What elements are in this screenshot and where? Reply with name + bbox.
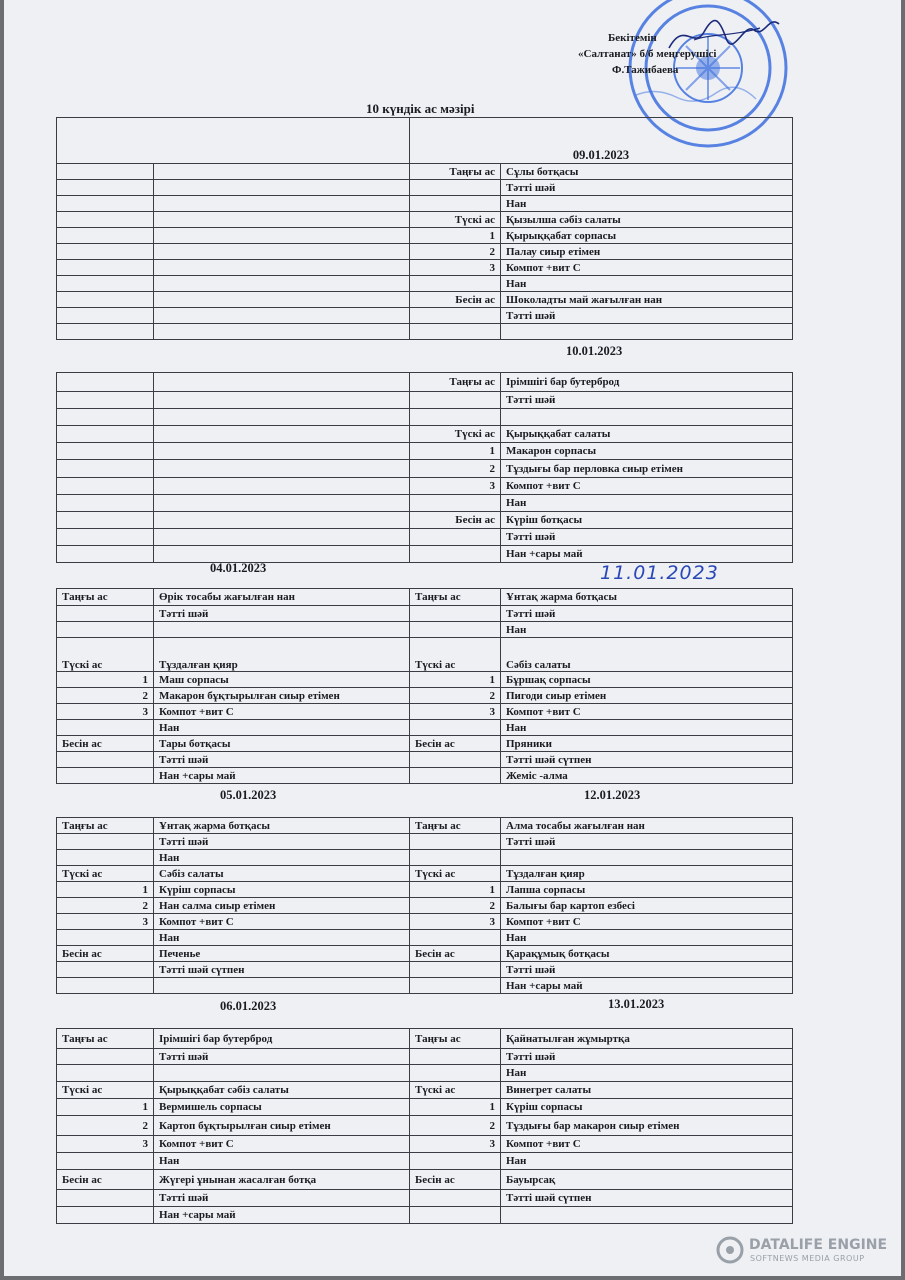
empty-cell: [154, 443, 410, 460]
empty-cell: [57, 373, 154, 392]
meal-label: [57, 752, 154, 768]
meal-label: Бесін ас: [410, 1170, 501, 1190]
dish-name: Күріш сорпасы: [154, 882, 410, 898]
meal-label: Бесін ас: [410, 512, 501, 529]
dish-name: Макарон сорпасы: [501, 443, 793, 460]
course-number: 2: [57, 688, 154, 704]
empty-cell: [57, 426, 154, 443]
approval-line-2: «Салтанат» б/б меңгерушісі: [578, 48, 717, 60]
table-row: [57, 834, 793, 850]
empty-cell: [57, 443, 154, 460]
meal-label: [410, 1065, 501, 1082]
date-05-01: 05.01.2023: [220, 788, 277, 802]
datalife-logo-icon: [716, 1236, 744, 1264]
table-row: [57, 978, 793, 994]
empty-cell: [154, 324, 410, 340]
dish-name: Тәтті шәй: [154, 752, 410, 768]
empty-cell: [57, 478, 154, 495]
table-row: [57, 244, 793, 260]
empty-cell: [154, 373, 410, 392]
dish-name: Тәтті шәй: [154, 1049, 410, 1065]
meal-label: Түскі ас: [57, 1082, 154, 1099]
course-number: 1: [410, 672, 501, 688]
meal-label: [410, 622, 501, 638]
table-row: [57, 606, 793, 622]
table-row: [57, 373, 793, 392]
dish-name: Тәтті шәй: [501, 180, 793, 196]
meal-label: Бесін ас: [410, 292, 501, 308]
dish-name: Өрік тосабы жағылған нан: [154, 589, 410, 606]
course-number: 3: [410, 260, 501, 276]
meal-label: [410, 529, 501, 546]
dish-name: Тары ботқасы: [154, 736, 410, 752]
table-row: [57, 898, 793, 914]
dish-name: Компот +вит С: [154, 704, 410, 720]
dish-name: [501, 850, 793, 866]
meal-label: Түскі ас: [57, 638, 154, 672]
empty-cell: [154, 260, 410, 276]
meal-label: Түскі ас: [410, 1082, 501, 1099]
empty-cell: [154, 196, 410, 212]
empty-cell: [57, 460, 154, 478]
meal-label: [410, 768, 501, 784]
course-number: 1: [410, 1099, 501, 1116]
dish-name: Тәтті шәй: [154, 1190, 410, 1207]
course-number: 2: [410, 1116, 501, 1136]
dish-name: Компот +вит С: [501, 478, 793, 495]
dish-name: Бауырсақ: [501, 1170, 793, 1190]
dish-name: Картоп бұқтырылған сиыр етімен: [154, 1116, 410, 1136]
table-row: [57, 1190, 793, 1207]
meal-label: [410, 1207, 501, 1224]
empty-cell: [57, 276, 154, 292]
table-row: [57, 1136, 793, 1153]
table-row: [57, 324, 793, 340]
table-row: [57, 1049, 793, 1065]
dish-name: Ұнтақ жарма ботқасы: [501, 589, 793, 606]
table-row: [57, 1116, 793, 1136]
meal-label: Таңғы ас: [410, 589, 501, 606]
meal-label: [410, 409, 501, 426]
dish-name: Тұздығы бар макарон сиыр етімен: [501, 1116, 793, 1136]
empty-cell: [57, 180, 154, 196]
approval-line-3: Ф.Тажибаева: [612, 64, 679, 76]
meal-label: [57, 930, 154, 946]
empty-cell: [57, 260, 154, 276]
dish-name: Нан: [154, 930, 410, 946]
course-number: 1: [410, 228, 501, 244]
course-number: 2: [410, 898, 501, 914]
watermark-title: DATALIFE ENGINE: [749, 1237, 888, 1253]
dish-name: Компот +вит С: [501, 704, 793, 720]
date-13-01: 13.01.2023: [608, 997, 665, 1011]
dish-name: Компот +вит С: [501, 914, 793, 930]
table-row: [57, 426, 793, 443]
meal-label: Түскі ас: [410, 426, 501, 443]
course-number: 1: [57, 672, 154, 688]
empty-cell: [154, 308, 410, 324]
empty-cell: [154, 495, 410, 512]
dish-name: Қызылша сәбіз салаты: [501, 212, 793, 228]
dish-name: Нан: [501, 276, 793, 292]
dish-name: Тәтті шәй: [154, 834, 410, 850]
dish-name: Тәтті шәй: [154, 606, 410, 622]
meal-label: [410, 834, 501, 850]
empty-cell: [57, 529, 154, 546]
empty-cell: [57, 212, 154, 228]
meal-label: [57, 1065, 154, 1082]
dish-name: [154, 1065, 410, 1082]
meal-label: Бесін ас: [57, 736, 154, 752]
dish-name: Қайнатылған жұмыртқа: [501, 1029, 793, 1049]
empty-cell: [154, 409, 410, 426]
table-row: [57, 196, 793, 212]
course-number: 3: [410, 704, 501, 720]
menu-table-09-01: [56, 117, 793, 340]
dish-name: Нан: [501, 196, 793, 212]
table-row: [57, 914, 793, 930]
table-row: [57, 1099, 793, 1116]
menu-table-06-01-and-13-01: [56, 1028, 793, 1224]
dish-name: Печенье: [154, 946, 410, 962]
table-row: [57, 512, 793, 529]
dish-name: Нан +сары май: [154, 768, 410, 784]
table-row: [57, 495, 793, 512]
meal-label: [410, 1153, 501, 1170]
meal-label: [410, 180, 501, 196]
dish-name: Нан: [501, 1065, 793, 1082]
dish-name: Балығы бар картоп езбесі: [501, 898, 793, 914]
course-number: 2: [410, 460, 501, 478]
menu-table-05-01-and-12-01: [56, 817, 793, 994]
table-row: [57, 443, 793, 460]
empty-cell: [57, 546, 154, 563]
watermark-subtitle: SOFTNEWS MEDIA GROUP: [750, 1254, 865, 1263]
dish-name: Компот +вит С: [154, 1136, 410, 1153]
course-number: 3: [57, 1136, 154, 1153]
course-number: 2: [57, 1116, 154, 1136]
table-row: [57, 672, 793, 688]
dish-name: Сәбіз салаты: [501, 638, 793, 672]
empty-cell: [57, 409, 154, 426]
dish-name: Тәтті шәй сүтпен: [501, 752, 793, 768]
table-row: [57, 1029, 793, 1049]
meal-label: Таңғы ас: [410, 373, 501, 392]
table-row: [57, 308, 793, 324]
meal-label: [57, 850, 154, 866]
dish-name: Ірімшігі бар бутерброд: [154, 1029, 410, 1049]
meal-label: Бесін ас: [410, 946, 501, 962]
table-row: [57, 720, 793, 736]
dish-name: Компот +вит С: [501, 1136, 793, 1153]
empty-cell: [57, 244, 154, 260]
date-04-01: 04.01.2023: [210, 561, 267, 575]
course-number: 3: [57, 914, 154, 930]
meal-label: [410, 1049, 501, 1065]
table-row: [57, 1065, 793, 1082]
meal-label: [57, 1049, 154, 1065]
meal-label: [57, 962, 154, 978]
dish-name: Нан: [154, 1153, 410, 1170]
course-number: 3: [57, 704, 154, 720]
empty-cell: [57, 512, 154, 529]
meal-label: [410, 930, 501, 946]
table-row: [57, 529, 793, 546]
dish-name: Нан +сары май: [501, 546, 793, 563]
dish-name: Пигоди сиыр етімен: [501, 688, 793, 704]
meal-label: [57, 768, 154, 784]
dish-name: Тұздалған қияр: [154, 638, 410, 672]
empty-cell: [154, 276, 410, 292]
table-row: [57, 212, 793, 228]
dish-name: Нан: [154, 850, 410, 866]
dish-name: Тәтті шәй: [501, 1049, 793, 1065]
dish-name: Пряники: [501, 736, 793, 752]
dish-name: Тұздалған қияр: [501, 866, 793, 882]
table-row: [57, 688, 793, 704]
meal-label: Таңғы ас: [57, 589, 154, 606]
table-row: [57, 930, 793, 946]
date-09-01: 09.01.2023: [410, 118, 793, 164]
dish-name: Нан салма сиыр етімен: [154, 898, 410, 914]
table-row: [57, 850, 793, 866]
course-number: 2: [410, 688, 501, 704]
empty-cell: [154, 546, 410, 563]
dish-name: Шоколадты май жағылған нан: [501, 292, 793, 308]
empty-cell: [154, 228, 410, 244]
empty-cell: [57, 308, 154, 324]
meal-label: Бесін ас: [57, 1170, 154, 1190]
table-header-row: [57, 118, 793, 164]
meal-label: Түскі ас: [410, 638, 501, 672]
meal-label: Бесін ас: [410, 736, 501, 752]
meal-label: [57, 978, 154, 994]
dish-name: Нан +сары май: [501, 978, 793, 994]
table-row: [57, 768, 793, 784]
meal-label: [410, 962, 501, 978]
meal-label: Таңғы ас: [57, 818, 154, 834]
meal-label: Таңғы ас: [410, 164, 501, 180]
dish-name: Қарақұмық ботқасы: [501, 946, 793, 962]
dish-name: Вермишель сорпасы: [154, 1099, 410, 1116]
course-number: 3: [410, 478, 501, 495]
dish-name: [154, 978, 410, 994]
course-number: 1: [410, 443, 501, 460]
meal-label: [410, 978, 501, 994]
dish-name: Лапша сорпасы: [501, 882, 793, 898]
dish-name: [501, 409, 793, 426]
table-row: [57, 164, 793, 180]
dish-name: Маш сорпасы: [154, 672, 410, 688]
date-06-01: 06.01.2023: [220, 999, 277, 1013]
table-row: [57, 1170, 793, 1190]
dish-name: Нан +сары май: [154, 1207, 410, 1224]
meal-label: [410, 392, 501, 409]
dish-name: Нан: [501, 1153, 793, 1170]
dish-name: Тәтті шәй: [501, 529, 793, 546]
dish-name: Нан: [501, 622, 793, 638]
meal-label: [410, 720, 501, 736]
meal-label: [410, 196, 501, 212]
empty-cell: [57, 292, 154, 308]
meal-label: [57, 834, 154, 850]
course-number: 3: [410, 914, 501, 930]
meal-label: [57, 1207, 154, 1224]
dish-name: Қырыққабат салаты: [501, 426, 793, 443]
meal-label: [410, 1190, 501, 1207]
dish-name: Сұлы ботқасы: [501, 164, 793, 180]
dish-name: Тәтті шәй: [501, 834, 793, 850]
meal-label: Бесін ас: [57, 946, 154, 962]
empty-cell: [154, 164, 410, 180]
dish-name: Нан: [501, 720, 793, 736]
approval-line-1: Бекітемін: [608, 32, 657, 44]
meal-label: [410, 546, 501, 563]
table-row: [57, 866, 793, 882]
dish-name: Макарон бұқтырылған сиыр етімен: [154, 688, 410, 704]
table-row: [57, 704, 793, 720]
meal-label: Таңғы ас: [57, 1029, 154, 1049]
menu-table-10-01: [56, 372, 793, 563]
meal-label: [410, 495, 501, 512]
dish-name: Сәбіз салаты: [154, 866, 410, 882]
course-number: 2: [57, 898, 154, 914]
table-row: [57, 460, 793, 478]
table-row: [57, 736, 793, 752]
dish-name: Тәтті шәй: [501, 962, 793, 978]
table-row: [57, 882, 793, 898]
date-10-01: 10.01.2023: [566, 344, 623, 358]
dish-name: Жүгері ұнынан жасалған ботқа: [154, 1170, 410, 1190]
dish-name: Бұршақ сорпасы: [501, 672, 793, 688]
table-row: [57, 1207, 793, 1224]
menu-title: 10 күндік ас мәзірі: [366, 101, 475, 116]
dish-name: Тәтті шәй сүтпен: [501, 1190, 793, 1207]
dish-name: Қырыққабат сәбіз салаты: [154, 1082, 410, 1099]
meal-label: [57, 622, 154, 638]
dish-name: Ірімшігі бар бутерброд: [501, 373, 793, 392]
dish-name: [501, 1207, 793, 1224]
empty-cell: [154, 426, 410, 443]
dish-name: Тәтті шәй: [501, 392, 793, 409]
meal-label: [57, 1190, 154, 1207]
table-row: [57, 622, 793, 638]
meal-label: [57, 606, 154, 622]
table-row: [57, 589, 793, 606]
empty-cell: [154, 392, 410, 409]
dish-name: Күріш ботқасы: [501, 512, 793, 529]
meal-label: [410, 308, 501, 324]
meal-label: [410, 276, 501, 292]
empty-cell: [154, 478, 410, 495]
table-row: [57, 818, 793, 834]
empty-cell: [154, 244, 410, 260]
table-row: [57, 752, 793, 768]
empty-cell: [57, 228, 154, 244]
dish-name: [154, 622, 410, 638]
date-11-01-handwritten: 11.01.2023: [600, 562, 719, 584]
menu-table-04-01-and-11-01: [56, 588, 793, 784]
meal-label: [410, 752, 501, 768]
meal-label: Түскі ас: [57, 866, 154, 882]
dish-name: Компот +вит С: [501, 260, 793, 276]
dish-name: Алма тосабы жағылған нан: [501, 818, 793, 834]
table-row: [57, 478, 793, 495]
meal-label: Түскі ас: [410, 866, 501, 882]
dish-name: Тұздығы бар перловка сиыр етімен: [501, 460, 793, 478]
meal-label: Түскі ас: [410, 212, 501, 228]
meal-label: [57, 720, 154, 736]
table-row: [57, 546, 793, 563]
table-row: [57, 276, 793, 292]
empty-cell: [154, 212, 410, 228]
table-row: [57, 228, 793, 244]
table-row: [57, 180, 793, 196]
date-12-01: 12.01.2023: [584, 788, 641, 802]
table-row: [57, 946, 793, 962]
dish-name: Винегрет салаты: [501, 1082, 793, 1099]
course-number: 2: [410, 244, 501, 260]
course-number: 1: [57, 1099, 154, 1116]
dish-name: [501, 324, 793, 340]
table-row: [57, 962, 793, 978]
dish-name: Жеміс -алма: [501, 768, 793, 784]
meal-label: Таңғы ас: [410, 818, 501, 834]
empty-cell: [154, 292, 410, 308]
table-row: [57, 409, 793, 426]
dish-name: Қырыққабат сорпасы: [501, 228, 793, 244]
empty-cell: [57, 324, 154, 340]
table-row: [57, 1082, 793, 1099]
empty-cell: [57, 196, 154, 212]
meal-label: Таңғы ас: [410, 1029, 501, 1049]
empty-cell: [57, 392, 154, 409]
table-row: [57, 292, 793, 308]
dish-name: Компот +вит С: [154, 914, 410, 930]
meal-label: [410, 606, 501, 622]
meal-label: [57, 1153, 154, 1170]
empty-cell: [154, 512, 410, 529]
empty-cell: [154, 180, 410, 196]
table-row: [57, 260, 793, 276]
dish-name: Нан: [501, 495, 793, 512]
dish-name: Тәтті шәй: [501, 308, 793, 324]
course-number: 1: [410, 882, 501, 898]
course-number: 3: [410, 1136, 501, 1153]
table-row: [57, 392, 793, 409]
empty-cell: [57, 495, 154, 512]
dish-name: Палау сиыр етімен: [501, 244, 793, 260]
empty-cell: [154, 529, 410, 546]
empty-cell: [57, 164, 154, 180]
dish-name: Күріш сорпасы: [501, 1099, 793, 1116]
dish-name: Нан: [154, 720, 410, 736]
dish-name: Нан: [501, 930, 793, 946]
course-number: 1: [57, 882, 154, 898]
empty-cell: [154, 460, 410, 478]
meal-label: [410, 324, 501, 340]
menu-sheet: [4, 0, 901, 1276]
table-row: [57, 1153, 793, 1170]
dish-name: Ұнтақ жарма ботқасы: [154, 818, 410, 834]
meal-label: [410, 850, 501, 866]
dish-name: Тәтті шәй: [501, 606, 793, 622]
table-row: [57, 638, 793, 672]
dish-name: Тәтті шәй сүтпен: [154, 962, 410, 978]
